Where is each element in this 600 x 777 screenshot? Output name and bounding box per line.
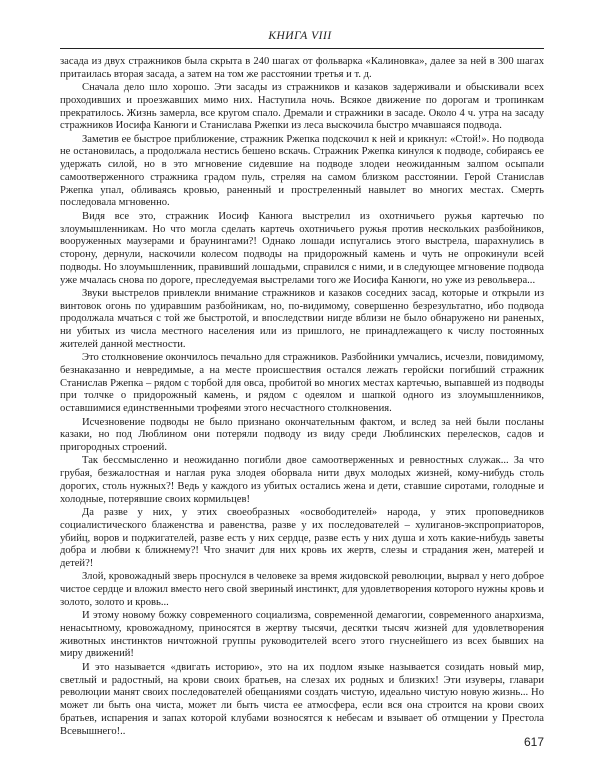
paragraph: Звуки выстрелов привлекли внимание стражников и казаков соседних засад, которые и открыли из винтовок огонь по удиравшим разбойникам, но, по-видимому, совершенно безрезультатно, ибо подвода продолжала мчаться с той же быстротой, и впоследствии нигде вблизи не было обнаружено ни раненых, ни убитых из числа местного населения или из пришлого, не принадлежащего к числу постоянных жителей данной местности. xyxy=(60,287,544,350)
paragraph: Злой, кровожадный зверь проснулся в человеке за время жидовской революции, вырвал у него доброе чистое сердце и вложил вместо него свой звериный инстинкт, для удовлетворения которого нужны кровь и золото, золото и кровь... xyxy=(60,571,544,608)
paragraph: Так бессмысленно и неожиданно погибли двое самоотверженных и ревностных служак... За что грубая, безжалостная и наглая рука злодея оборвала нити двух молодых жизней, кому-нибудь столь дорогих, столь нужных?! Ведь у каждого из убитых остались жена и дети, ставшие сиротами, голодные и холодные, потерявшие своих кормильцев! xyxy=(60,455,544,505)
paragraph: засада из двух стражников была скрыта в 240 шагах от фольварка «Калиновка», далее за ней в 300 шагах притаилась вторая засада, а затем на том же расстоянии третья и т. д. xyxy=(60,56,544,80)
paragraph: Сначала дело шло хорошо. Эти засады из стражников и казаков задерживали и обыскивали всех проходивших и проезжавших мимо них. Наступила ночь. Всякое движение по дорогам и тропинкам прекратилось. Жизнь замерла, все кругом спало. Дремали и стражники в засаде. Около 4 ч. утра на засаду стражников Иосифа Канюги и Станислава Ржепки из леса выскочила быстро мчавшаяся подвода. xyxy=(60,82,544,132)
paragraph: Исчезновение подводы не было признано окончательным фактом, и вслед за ней были посланы казаки, но под Люблином они потеряли подводу из виду среди Люблинских перелесков, садов и пригородных строений. xyxy=(60,416,544,454)
page-number: 617 xyxy=(523,735,544,749)
paragraph: И этому новому божку современного социализма, современной демагогии, современного анархизма, ненасытному, кровожадному, приносятся в жертву тысячи, десятки тысяч жизней для удовлетворения животных инстинктов ничтожной группы руководителей всего этого гнуснейшего из всех бывших на миру движений! xyxy=(60,610,544,660)
paragraph: Да разве у них, у этих своеобразных «освободителей» народа, у этих проповедников социалистического блаженства и равенства, разве у их последователей – хулиганов-экспроприаторов, убийц, воров и поджигателей, разве есть у них сердце, разве есть у них душа и хоть какие-нибудь заветы добра и любви к ближнему?! Что значит для них кровь их жертв, слезы и страдания жен, матерей и детей?! xyxy=(60,507,544,569)
paragraph: Заметив ее быстрое приближение, стражник Ржепка подскочил к ней и крикнул: «Стой!». Но подвода не остановилась, а продолжала нестись бешено вскачь. Стражник Ржепка кинулся к подводе, собираясь ее удержать силой, но в это мгновение сидевшие на подводе злодеи неожиданным залпом осыпали самоотверженного стражника градом пуль, стреляя на самом близком расстоянии. Герой Станислав Ржепка упал, обливаясь кровью, раненный и простреленный навылет во многих местах. Смерть последовала мгновенно. xyxy=(60,133,544,209)
paragraph: Видя все это, стражник Иосиф Канюга выстрелил из охотничьего ружья картечью по злоумышленникам. Но что могла сделать картечь охотничьего ружья против нескольких разбойников, вооруженных маузерами и браунингами?! Однако лошади испугались этого выстрела, шарахнулись в сторону, дернули, наскочили колесом подводы на придорожный камень и чуть не опрокинули всей подводы. Но злоумышленник, правивший лошадьми, справился с ними, и в следующее мгновение подвода уже мчалась снова по дороге, преследуемая выстрелами того же Иосифа Канюги, но уже из револьвера... xyxy=(60,210,544,286)
paragraph: И это называется «двигать историю», это на их подлом языке называется созидать новый мир, светлый и радостный, на крови своих братьев, на слезах их родных и близких! Эти изуверы, главари революции манят своих последователей обещаниями создать чистую, идеально чистую новую жизнь... Но может ли быть она чиста, может ли быть чиста ее атмосфера, если вся она строится на крови своих братьев, испарения и запах которой клубами возносятся к небесам и взывает об отмщении у Престола Всевышнего!.. xyxy=(60,661,544,737)
running-header: КНИГА VIII xyxy=(268,30,332,42)
paragraph: Это столкновение окончилось печально для стражников. Разбойники умчались, исчезли, повидимому, безнаказанно и невредимые, а на месте происшествия остался лежать геройски погибший стражник Станислав Ржепка – рядом с торбой для овса, пробитой во многих местах картечью, выпавшей из подводы при толчке о придорожный камень, и рядом с одеялом и шапкой одного из злоумышленников, оставшимися единственными трофеями этого несчастного столкновения. xyxy=(60,352,544,415)
body-text xyxy=(60,56,544,739)
header-rule xyxy=(60,48,544,49)
